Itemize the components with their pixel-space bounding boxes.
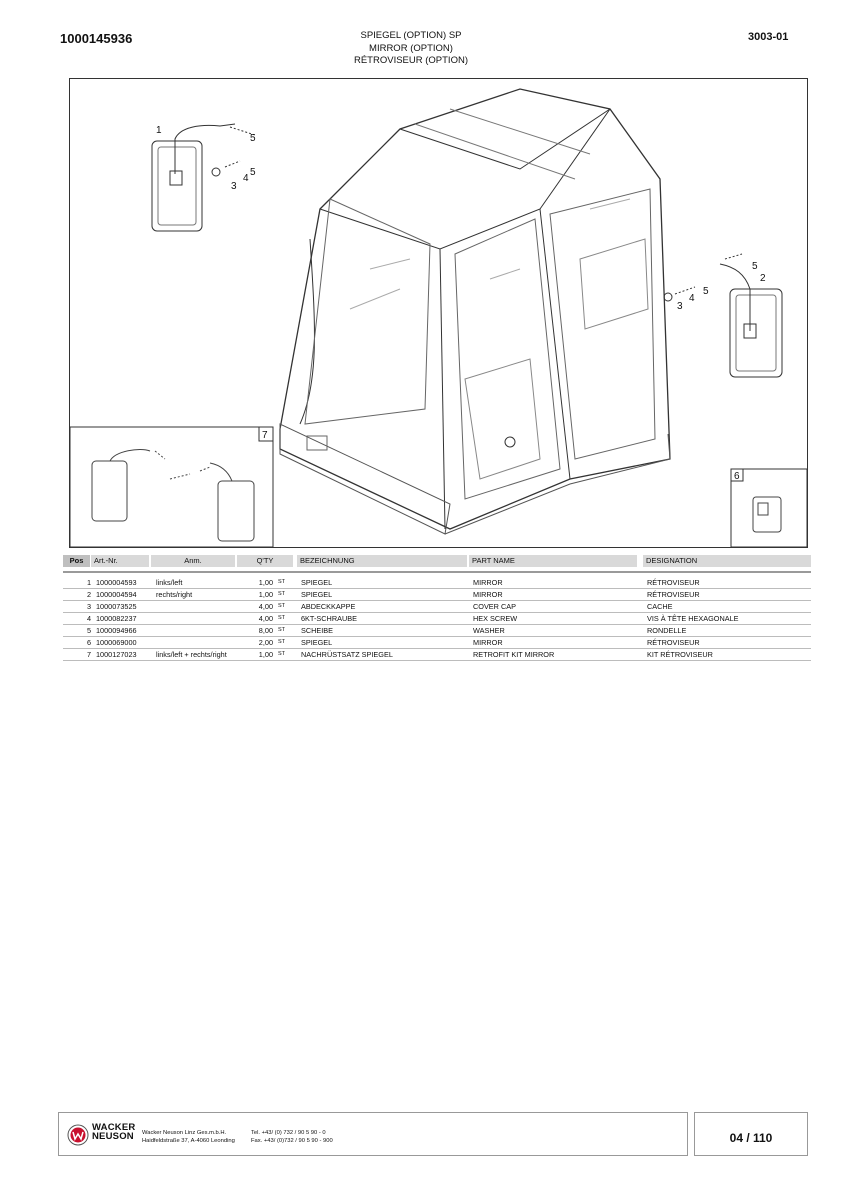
cell-pos: 7 [86,650,91,659]
cell-pos: 4 [86,614,91,623]
page-title [300,30,522,68]
cell-qty: 1,00 [258,650,273,659]
exploded-view-drawing [69,78,808,548]
header-art-nr: Art.-Nr. [91,555,149,567]
cell-designation: RÉTROVISEUR [647,638,700,647]
table-row [63,637,811,649]
cell-qty: 2,00 [258,638,273,647]
cell-qty: 8,00 [258,626,273,635]
table-row [63,577,811,589]
cell-designation: CACHE [647,602,673,611]
cell-pos: 1 [86,578,91,587]
cell-part-name: COVER CAP [473,602,516,611]
cell-part-name: WASHER [473,626,505,635]
cell-bezeichnung: SPIEGEL [301,638,333,647]
cell-art-nr: 1000004594 [96,590,137,599]
header-part-name: PART NAME [469,555,637,567]
cell-art-nr: 1000094966 [96,626,137,635]
cell-part-name: RETROFIT KIT MIRROR [473,650,555,659]
cell-designation: RÉTROVISEUR [647,590,700,599]
cell-unit: ST [278,591,286,597]
callout-3: 3 [231,181,237,192]
brand-line: NEUSON [92,1131,134,1142]
callout-3: 3 [677,301,683,312]
company-address [142,1129,235,1145]
cell-part-name: HEX SCREW [473,614,518,623]
cell-unit: ST [278,651,286,657]
cell-part-name: MIRROR [473,590,503,599]
footer [58,1112,688,1156]
telephone: Tel. +43/ (0) 732 / 90 5 90 - 0 [251,1130,326,1136]
cell-designation: KIT RÉTROVISEUR [647,650,713,659]
cell-unit: ST [278,615,286,621]
brand-name [92,1123,135,1141]
company-street: Haidfeldstraße 37, A-4060 Leonding [142,1138,235,1144]
wacker-neuson-logo-icon [67,1124,89,1146]
callout-2: 2 [760,273,766,284]
cell-pos: 6 [86,638,91,647]
cell-anm: links/left + rechts/right [156,650,227,659]
header-anm: Anm. [151,555,235,567]
table-row [63,625,811,637]
document-number: 1000145936 [60,31,133,46]
title-line-english: MIRROR (OPTION) [369,42,453,54]
cell-bezeichnung: ABDECKKAPPE [301,602,356,611]
cell-designation: RÉTROVISEUR [647,578,700,587]
cell-qty: 1,00 [258,590,273,599]
callout-5: 5 [250,133,256,144]
callout-4: 4 [243,173,249,184]
header-pos: Pos [63,555,90,567]
header-qty: Q'TY [237,555,293,567]
cell-pos: 2 [86,590,91,599]
cell-pos: 3 [86,602,91,611]
table-row [63,613,811,625]
cell-qty: 4,00 [258,602,273,611]
header-bezeichnung: BEZEICHNUNG [297,555,467,567]
callout-4: 4 [689,293,695,304]
cab-illustration [280,89,670,534]
cell-designation: RONDELLE [647,626,687,635]
left-mirror-illustration [152,124,255,231]
cell-bezeichnung: SPIEGEL [301,578,333,587]
cell-anm: rechts/right [156,590,193,599]
table-row [63,601,811,613]
header-divider [63,571,811,573]
cell-unit: ST [278,639,286,645]
cell-unit: ST [278,579,286,585]
page-number: 04 / 110 [694,1112,808,1156]
inset-mirror-illustration [753,497,781,532]
contact-info [251,1129,333,1145]
callout-7: 7 [262,430,268,441]
cell-anm: links/left [156,578,183,587]
title-line-french: RÉTROVISEUR (OPTION) [353,55,468,66]
cell-part-name: MIRROR [473,638,503,647]
cell-qty: 1,00 [258,578,273,587]
inset-kit-illustration [92,449,254,541]
cell-art-nr: 1000073525 [96,602,137,611]
callout-5: 5 [752,261,758,272]
title-line-german: SPIEGEL (OPTION) SP [360,30,462,41]
table-row [63,649,811,661]
cell-art-nr: 1000082237 [96,614,137,623]
callout-6: 6 [734,471,740,482]
cell-bezeichnung: 6KT-SCHRAUBE [301,614,357,623]
company-name: Wacker Neuson Linz Ges.m.b.H. [142,1130,227,1136]
cell-art-nr: 1000004593 [96,578,137,587]
cell-unit: ST [278,627,286,633]
cell-designation: VIS À TÊTE HEXAGONALE [647,614,739,623]
parts-table [63,555,811,659]
header-designation: DESIGNATION [643,555,811,567]
cell-bezeichnung: SPIEGEL [301,590,333,599]
callout-5: 5 [703,286,709,297]
cell-bezeichnung: SCHEIBE [301,626,334,635]
cell-bezeichnung: NACHRÜSTSATZ SPIEGEL [301,650,393,659]
callout-1: 1 [156,125,162,136]
cell-part-name: MIRROR [473,578,503,587]
cell-qty: 4,00 [258,614,273,623]
table-body [63,577,811,661]
fax: Fax. +43/ (0)732 / 90 5 90 - 900 [251,1138,333,1144]
cell-art-nr: 1000127023 [96,650,137,659]
page-code: 3003-01 [748,31,789,43]
cell-art-nr: 1000069000 [96,638,137,647]
cell-unit: ST [278,603,286,609]
table-row [63,589,811,601]
cell-pos: 5 [86,626,91,635]
brand-line: WACKER [92,1122,136,1133]
callout-5: 5 [250,167,256,178]
table-header [63,555,811,567]
